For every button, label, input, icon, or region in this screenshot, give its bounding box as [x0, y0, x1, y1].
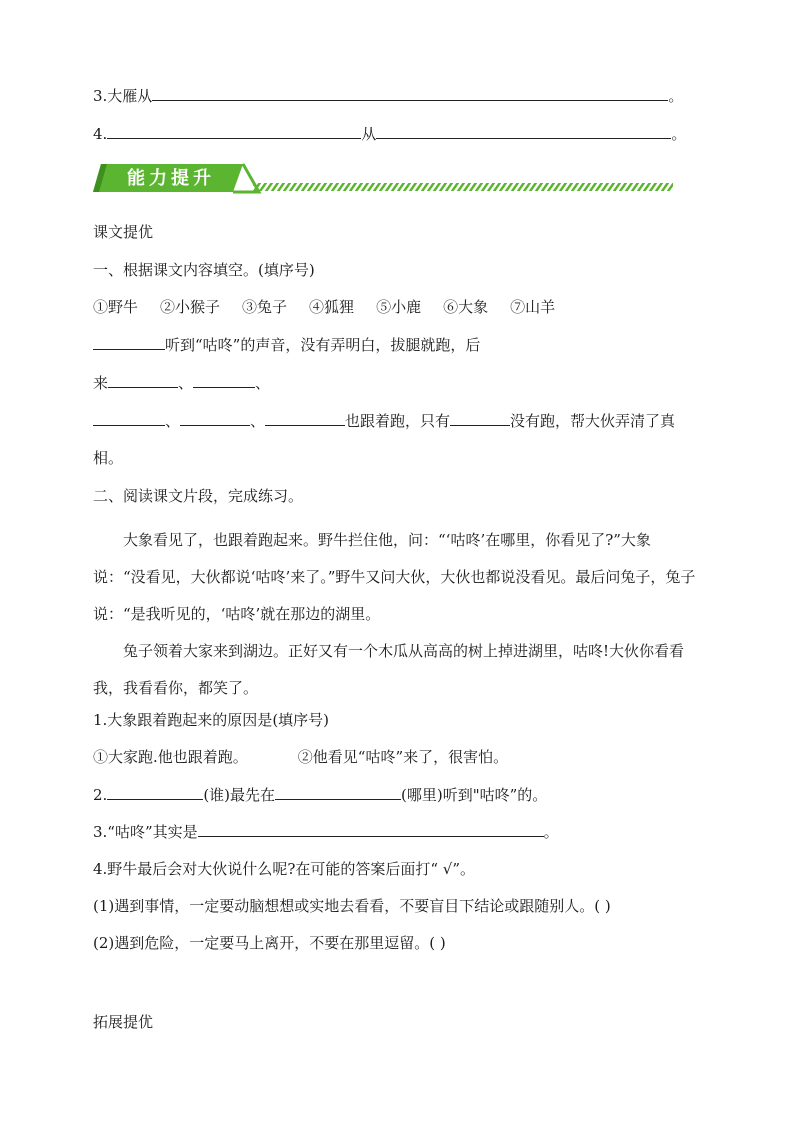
banner-title: 能力提升: [127, 168, 215, 189]
blank[interactable]: [108, 373, 178, 388]
option-1: ①大家跑.他也跟着跑。: [93, 748, 248, 766]
option-item: ④狐狸: [309, 298, 355, 316]
question-1: 1.大象跟着跑起来的原因是(填序号): [93, 711, 330, 729]
blank[interactable]: [107, 785, 203, 800]
part1-line1: [93, 335, 480, 355]
part1-line2: [93, 373, 270, 393]
answer-option: (2)遇到危险，一定要马上离开，不要在那里逗留。( ): [93, 934, 446, 952]
separator: 、: [255, 374, 271, 392]
fill-line-4: [93, 124, 686, 144]
question-2: [93, 785, 547, 805]
fill-line-4-mid: 从: [361, 125, 377, 143]
section-heading: 拓展提优: [93, 1013, 154, 1031]
option-item: ⑦山羊: [510, 298, 556, 316]
separator: 、: [165, 412, 181, 430]
blank[interactable]: [265, 411, 345, 426]
question-2-mid1: (谁)最先在: [203, 786, 276, 804]
section-heading: 课文提优: [93, 223, 154, 241]
option-2: ②他看见“咕咚”来了，很害怕。: [297, 748, 509, 766]
option-item: ⑤小鹿: [376, 298, 422, 316]
blank[interactable]: [198, 822, 544, 837]
part1-line3-end: 没有跑，帮大伙弄清了真: [510, 412, 676, 430]
blank[interactable]: [107, 124, 361, 139]
passage-paragraph: 兔子领着大家来到湖边。正好又有一个木瓜从高高的树上掉进湖里，咕咚!大伙你看看我，我看看你，都笑了。: [93, 642, 685, 697]
period: 。: [543, 823, 559, 841]
part1-line4: 相。: [93, 449, 124, 467]
part1-line3-mid: 也跟着跑，只有: [345, 412, 451, 430]
part1-title: 一、根据课文内容填空。(填序号): [93, 261, 315, 279]
blank[interactable]: [93, 411, 165, 426]
question-4: 4.野牛最后会对大伙说什么呢?在可能的答案后面打“ √”。: [93, 860, 476, 878]
banner-stripe: [253, 183, 673, 191]
fill-line-4-prefix: 4.: [93, 125, 108, 143]
question-3: [93, 822, 559, 842]
part1-line2-prefix: 来: [93, 374, 109, 392]
blank[interactable]: [93, 335, 165, 350]
part1-line3: [93, 411, 675, 431]
question-3-prefix: 3.“咕咚”其实是: [93, 823, 198, 841]
separator: 、: [250, 412, 266, 430]
option-item: ①野牛: [93, 298, 139, 316]
fill-line-3: [93, 86, 683, 106]
fill-line-3-prefix: 3.大雁从: [93, 87, 153, 105]
blank[interactable]: [275, 785, 401, 800]
answer-option: (1)遇到事情，一定要动脑想想或实地去看看，不要盲目下结论或跟随别人。( ): [93, 897, 611, 915]
blank[interactable]: [180, 411, 250, 426]
question-2-prefix: 2.: [93, 786, 108, 804]
period: 。: [671, 125, 687, 143]
question-2-mid2: (哪里)听到"咕咚”的。: [401, 786, 548, 804]
passage-paragraph: 大象看见了，也跟着跑起来。野牛拦住他，问：“‘咕咚’在哪里，你看见了?”大象说：“没看见，大伙都说‘咕咚’来了。”野牛又问大伙，大伙也都说没看见。最后问兔子，兔子说：“是我听见的，‘咕咚’就在那边的湖里。: [93, 531, 696, 623]
option-item: ⑥大象: [443, 298, 489, 316]
question-1-options: [93, 747, 508, 767]
separator: 、: [178, 374, 194, 392]
option-item: ②小猴子: [160, 298, 221, 316]
option-list: [93, 297, 555, 317]
period: 。: [668, 87, 684, 105]
blank[interactable]: [450, 411, 510, 426]
part2-title: 二、阅读课文片段，完成练习。: [93, 487, 304, 505]
section-banner: [93, 162, 683, 196]
blank[interactable]: [152, 86, 668, 101]
option-item: ③兔子: [242, 298, 288, 316]
blank[interactable]: [376, 124, 671, 139]
part1-line1-text: 听到“咕咚”的声音，没有弄明白，拔腿就跑，后: [165, 336, 481, 354]
blank[interactable]: [193, 373, 255, 388]
